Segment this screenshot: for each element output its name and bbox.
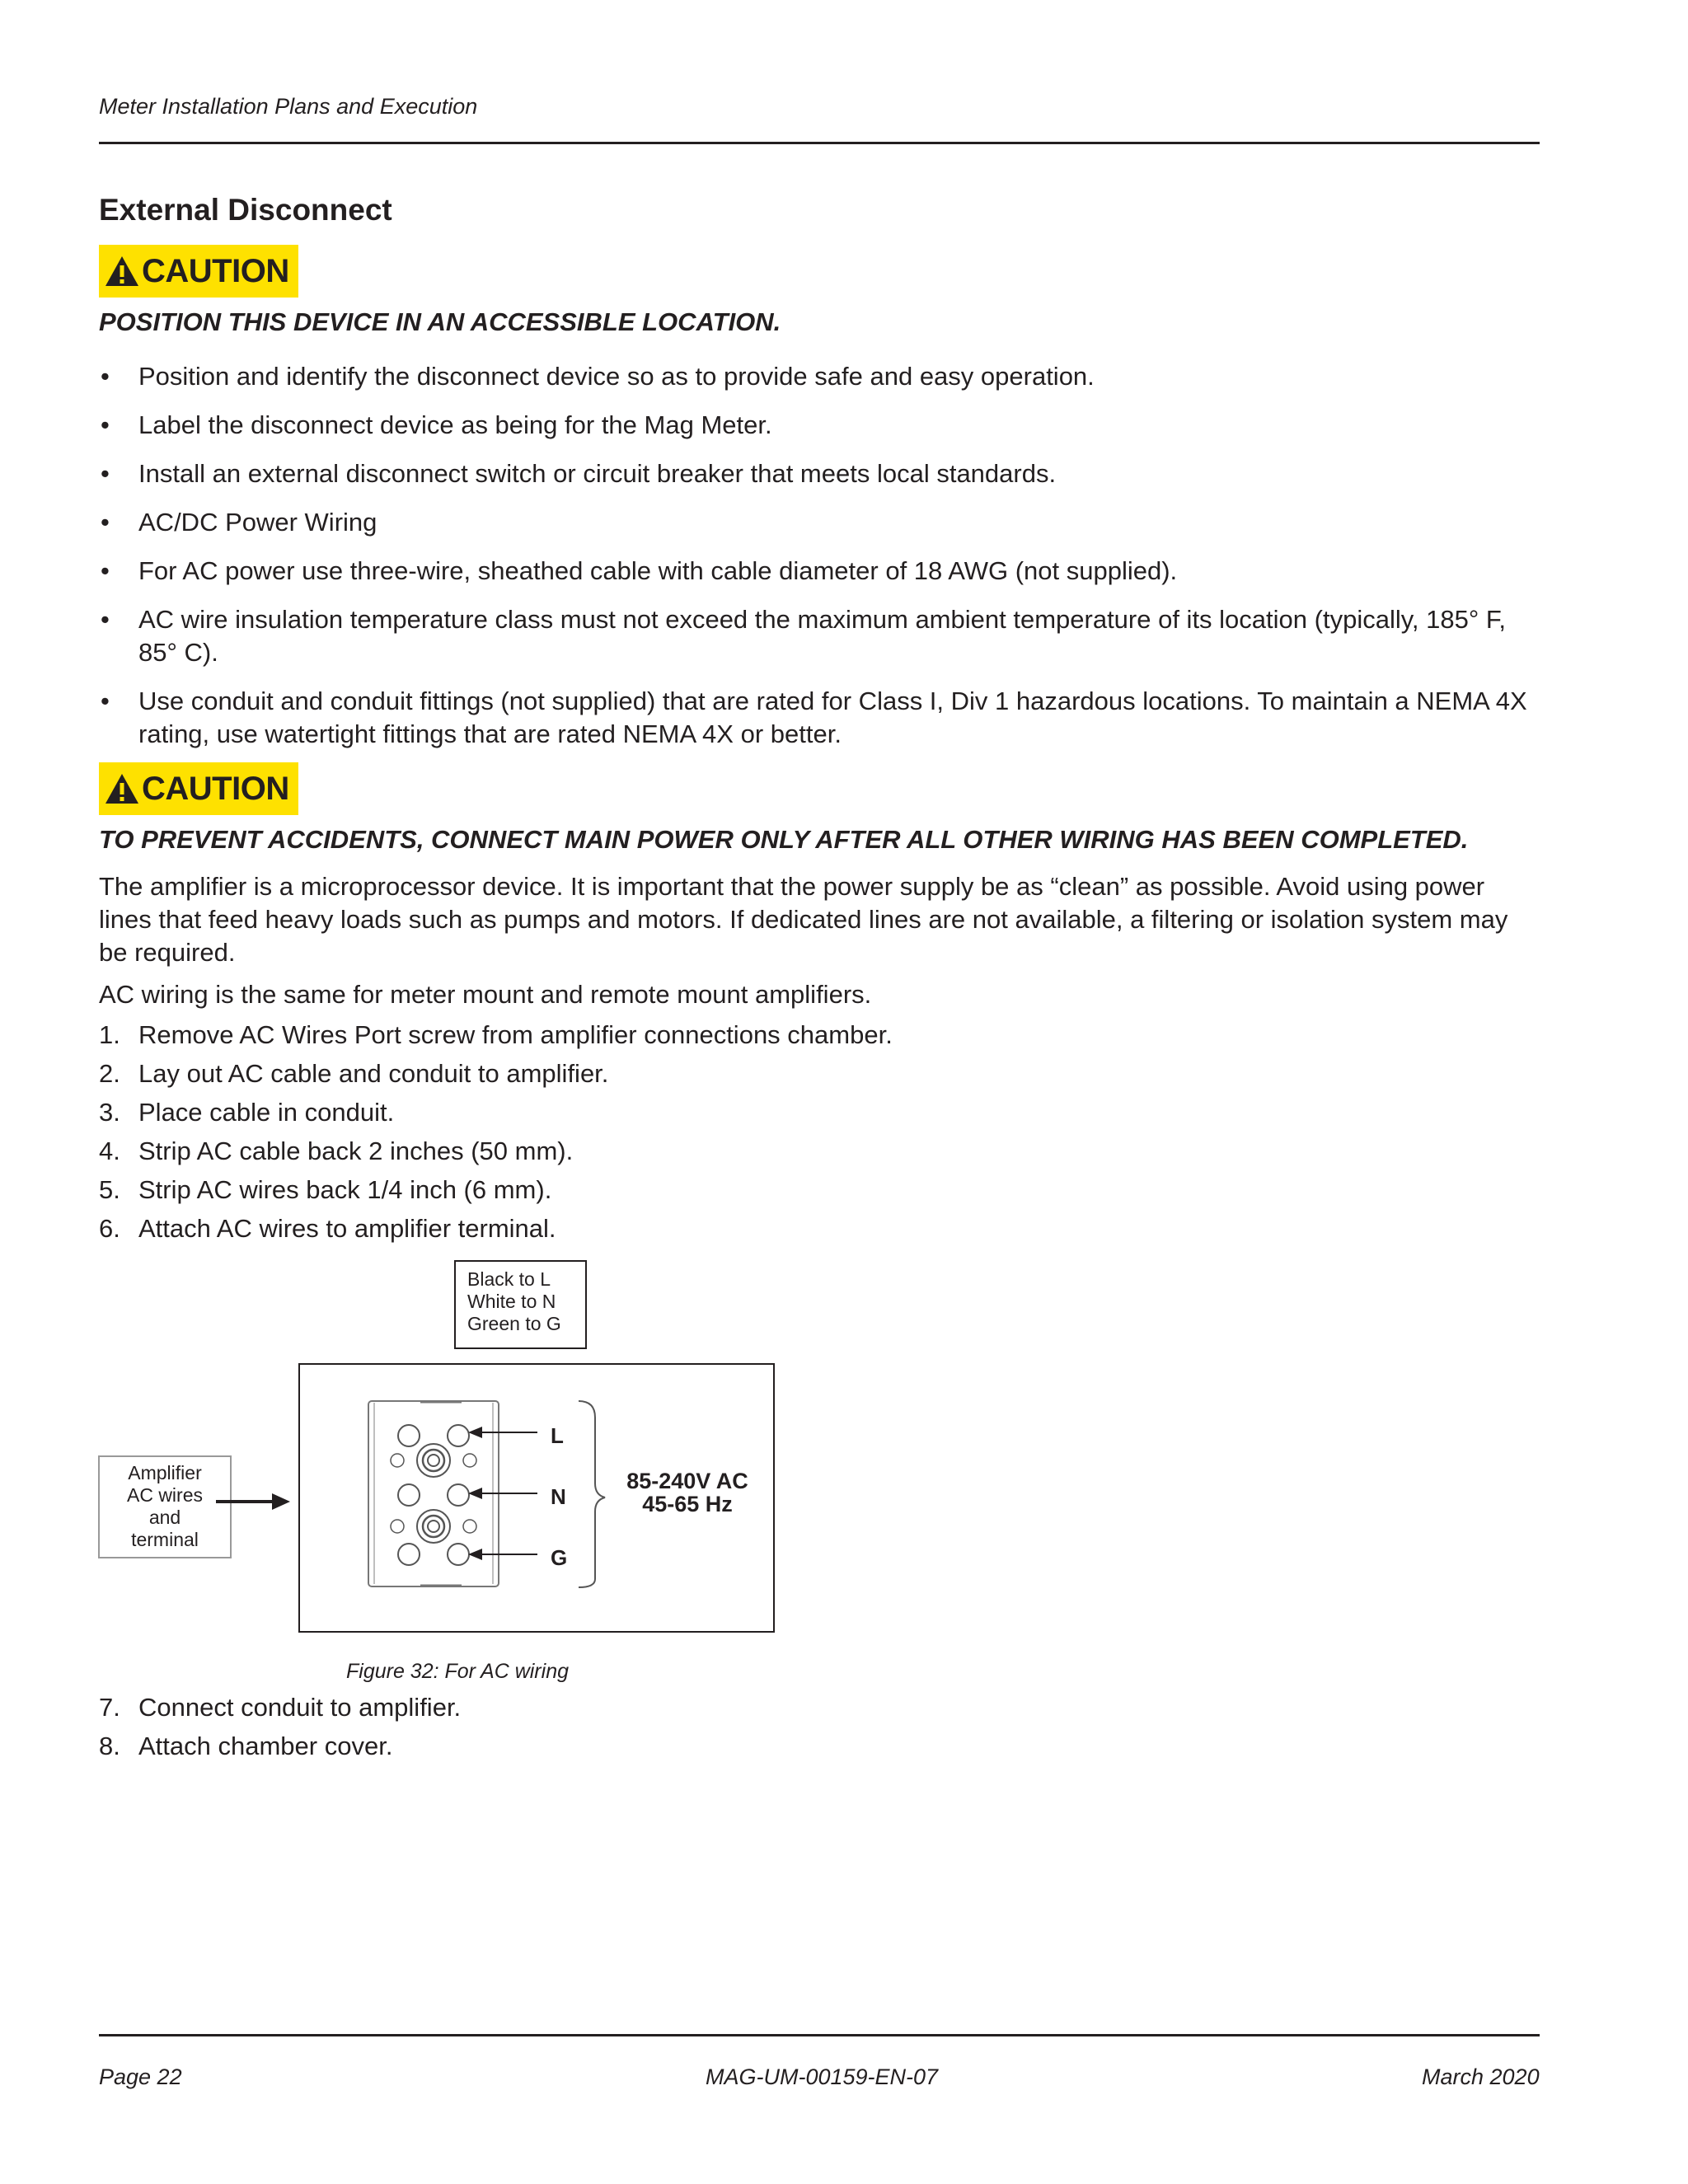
step-number: 7.	[99, 1693, 120, 1722]
list-item	[99, 1093, 1500, 1132]
list-item: • AC/DC Power Wiring	[99, 506, 1541, 539]
steps-list-a	[99, 1015, 1500, 1248]
publication-date: March 2020	[1422, 2064, 1540, 2089]
figure-caption: Figure 32: For AC wiring	[346, 1660, 569, 1683]
step-number: 5.	[99, 1175, 120, 1204]
header-rule	[99, 142, 1540, 144]
amplifier-label-line: and	[148, 1507, 181, 1528]
list-item: • AC wire insulation temperature class must not exceed the maximum ambient temperature of its location (typically, 185° F, 85° C).	[99, 603, 1541, 669]
footer-rule	[99, 2034, 1540, 2036]
list-item	[99, 1132, 1500, 1170]
frequency-label: 45-65 Hz	[642, 1492, 733, 1516]
terminal-label-l: L	[551, 1423, 564, 1448]
step-text: Remove AC Wires Port screw from amplifier connections chamber.	[138, 1020, 893, 1049]
caution-label-2	[99, 762, 298, 815]
list-item: • For AC power use three-wire, sheathed cable with cable diameter of 18 AWG (not supplied).	[99, 555, 1541, 588]
step-text: Connect conduit to amplifier.	[138, 1693, 462, 1722]
list-item: • Position and identify the disconnect device so as to provide safe and easy operation.	[99, 360, 1541, 393]
warning-triangle-icon	[104, 772, 140, 805]
list-item	[99, 1015, 1500, 1054]
requirements-list	[99, 360, 1541, 766]
caution-label-1	[99, 245, 298, 298]
page-number: Page 22	[99, 2064, 182, 2089]
list-item: • Use conduit and conduit fittings (not supplied) that are rated for Class I, Div 1 hazardous locations. To maintain a NEMA 4X rating, use watertight fittings that are rated NEMA 4X or better.	[99, 685, 1541, 751]
step-text: Attach AC wires to amplifier terminal.	[138, 1214, 556, 1243]
step-text: Attach chamber cover.	[138, 1732, 393, 1760]
running-header: Meter Installation Plans and Execution	[99, 94, 478, 119]
step-text: Strip AC cable back 2 inches (50 mm).	[138, 1137, 574, 1165]
step-number: 8.	[99, 1732, 120, 1760]
terminal-label-g: G	[551, 1545, 568, 1570]
wire-color-label: Green to G	[467, 1313, 561, 1334]
step-number: 4.	[99, 1137, 120, 1165]
step-text: Lay out AC cable and conduit to amplifier.	[138, 1059, 609, 1088]
list-item: • Install an external disconnect switch or circuit breaker that meets local standards.	[99, 457, 1541, 490]
amplifier-label-line: Amplifier	[128, 1462, 202, 1483]
step-text: Strip AC wires back 1/4 inch (6 mm).	[138, 1175, 552, 1204]
caution-word: CAUTION	[142, 770, 289, 807]
terminal-label-n: N	[551, 1484, 566, 1509]
step-number: 6.	[99, 1214, 120, 1243]
list-item: • Label the disconnect device as being for the Mag Meter.	[99, 409, 1541, 442]
wire-color-label: White to N	[467, 1291, 556, 1312]
section-title: External Disconnect	[99, 193, 392, 227]
arrow-head-icon	[272, 1493, 290, 1510]
wire-color-label: Black to L	[467, 1268, 551, 1290]
document-id: MAG-UM-00159-EN-07	[706, 2064, 939, 2089]
ac-wiring-figure	[91, 1253, 783, 1640]
list-item	[99, 1054, 1500, 1093]
voltage-label: 85-240V AC	[626, 1469, 748, 1493]
caution-message-2: TO PREVENT ACCIDENTS, CONNECT MAIN POWER ONLY AFTER ALL OTHER WIRING HAS BEEN COMPLETED.	[99, 825, 1469, 854]
warning-triangle-icon	[104, 255, 140, 288]
list-item	[99, 1170, 1500, 1209]
list-item	[99, 1688, 1500, 1727]
amplifier-label-line: AC wires	[126, 1484, 204, 1506]
caution-message-1: POSITION THIS DEVICE IN AN ACCESSIBLE LOCATION.	[99, 307, 781, 336]
step-text: Place cable in conduit.	[138, 1098, 395, 1127]
caution-word: CAUTION	[142, 252, 289, 289]
step-number: 3.	[99, 1098, 120, 1127]
amplifier-label-line: terminal	[131, 1529, 199, 1550]
list-item	[99, 1209, 1500, 1248]
steps-list-b	[99, 1688, 1500, 1765]
paragraph-power-supply: The amplifier is a microprocessor device. It is important that the power supply be as “clean” as possible. Avoid using power lines that feed heavy loads such as pumps and motors. If dedicated lines are not available, a filtering or isolation system may be required.	[99, 872, 1508, 967]
paragraph-ac-wiring: AC wiring is the same for meter mount and remote mount amplifiers.	[99, 980, 872, 1009]
step-number: 1.	[99, 1020, 120, 1049]
step-number: 2.	[99, 1059, 120, 1088]
list-item	[99, 1727, 1500, 1765]
